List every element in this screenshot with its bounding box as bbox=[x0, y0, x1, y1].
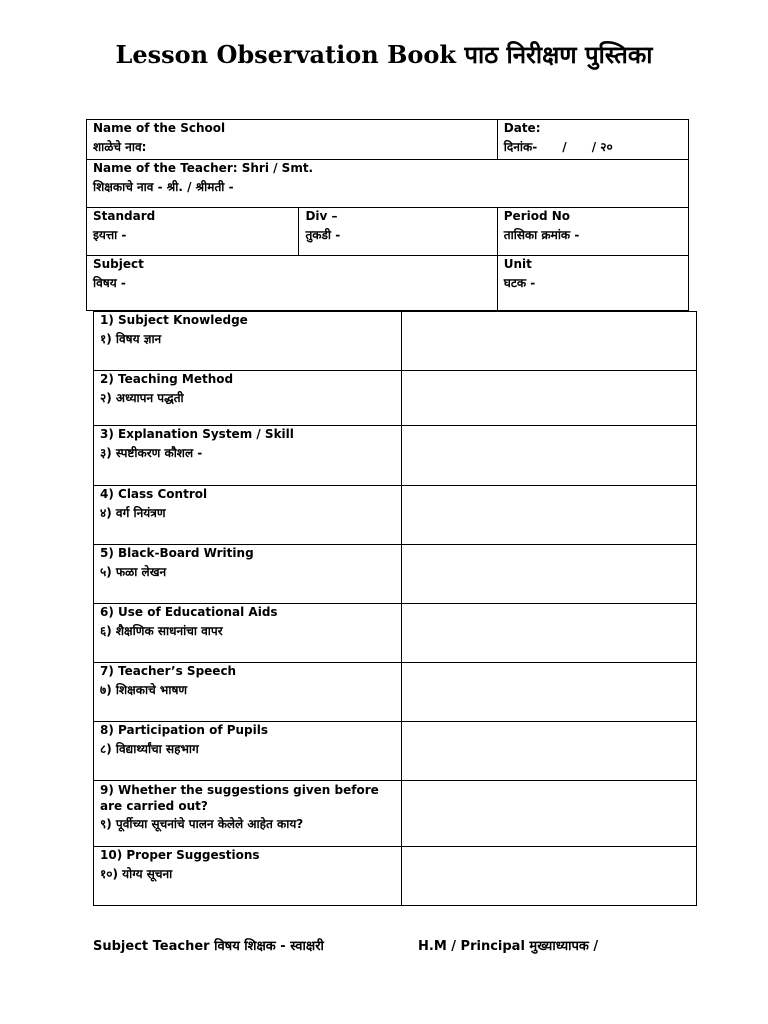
criterion-value-cell[interactable] bbox=[402, 604, 697, 663]
criterion-label-cell bbox=[94, 722, 402, 781]
criterion-label-cell bbox=[94, 663, 402, 722]
criterion-sub: ७) शिक्षकाचे भाषण bbox=[100, 683, 188, 697]
date-cell[interactable] bbox=[497, 120, 688, 160]
unit-sub: घटक - bbox=[503, 276, 536, 290]
standard-sub: इयत्ता - bbox=[93, 228, 127, 242]
criterion-label: 6) Use of Educational Aids bbox=[100, 605, 278, 619]
teacher-cell[interactable] bbox=[87, 160, 689, 208]
criterion-sub: ९) पूर्वीच्या सूचनांचे पालन केलेले आहेत काय? bbox=[100, 817, 304, 831]
div-label: Div – bbox=[305, 209, 338, 223]
criteria-row bbox=[94, 486, 697, 545]
criterion-value-cell[interactable] bbox=[402, 781, 697, 847]
criterion-sub: ३) स्पष्टीकरण कौशल - bbox=[100, 446, 203, 460]
unit-cell[interactable] bbox=[497, 256, 688, 311]
criterion-label: 1) Subject Knowledge bbox=[100, 313, 248, 327]
school-sub: शाळेचे नाव: bbox=[93, 140, 147, 154]
criterion-label: 10) Proper Suggestions bbox=[100, 848, 260, 862]
criteria-row bbox=[94, 722, 697, 781]
criterion-sub: ६) शैक्षणिक साधनांचा वापर bbox=[100, 624, 223, 638]
criteria-row bbox=[94, 604, 697, 663]
div-cell[interactable] bbox=[299, 208, 497, 256]
criterion-label-cell bbox=[94, 426, 402, 486]
teacher-label: Name of the Teacher: Shri / Smt. bbox=[93, 161, 314, 175]
date-label: Date: bbox=[503, 121, 541, 135]
criterion-value-cell[interactable] bbox=[402, 545, 697, 604]
standard-cell[interactable] bbox=[87, 208, 299, 256]
criteria-row bbox=[94, 312, 697, 371]
criteria-table bbox=[93, 311, 697, 906]
criteria-row bbox=[94, 426, 697, 486]
unit-label: Unit bbox=[503, 257, 532, 271]
criteria-row bbox=[94, 847, 697, 906]
criterion-value-cell[interactable] bbox=[402, 847, 697, 906]
criteria-row bbox=[94, 781, 697, 847]
criterion-sub: १) विषय ज्ञान bbox=[100, 332, 162, 346]
criterion-label: 2) Teaching Method bbox=[100, 372, 234, 386]
period-sub: तासिका क्रमांक - bbox=[503, 228, 580, 242]
criteria-row bbox=[94, 371, 697, 426]
criterion-label-cell bbox=[94, 847, 402, 906]
page-title: Lesson Observation Book पाठ निरीक्षण पुस्तिका bbox=[115, 40, 653, 69]
subject-cell[interactable] bbox=[87, 256, 498, 311]
principal-signature: H.M / Principal मुख्याध्यापक / bbox=[418, 939, 599, 954]
standard-label: Standard bbox=[93, 209, 156, 223]
criterion-value-cell[interactable] bbox=[402, 722, 697, 781]
criterion-value-cell[interactable] bbox=[402, 663, 697, 722]
subject-teacher-signature: Subject Teacher विषय शिक्षक - स्वाक्षरी bbox=[93, 939, 324, 954]
school-cell[interactable] bbox=[87, 120, 498, 160]
div-sub: तुकडी - bbox=[305, 228, 341, 242]
criterion-label-cell bbox=[94, 545, 402, 604]
teacher-sub: शिक्षकाचे नाव - श्री. / श्रीमती - bbox=[93, 180, 234, 194]
criterion-label: 3) Explanation System / Skill bbox=[100, 427, 294, 441]
criterion-sub: १०) योग्य सूचना bbox=[100, 867, 173, 881]
criterion-sub: ५) फळा लेखन bbox=[100, 565, 167, 579]
criterion-value-cell[interactable] bbox=[402, 486, 697, 545]
criterion-label-cell bbox=[94, 371, 402, 426]
criterion-sub: ८) विद्यार्थ्यांचा सहभाग bbox=[100, 742, 199, 756]
criterion-label: 9) Whether the suggestions given before are carried out? bbox=[100, 783, 379, 813]
period-cell[interactable] bbox=[497, 208, 688, 256]
criterion-value-cell[interactable] bbox=[402, 312, 697, 371]
subject-label: Subject bbox=[93, 257, 144, 271]
criterion-sub: २) अध्यापन पद्धती bbox=[100, 391, 184, 405]
period-label: Period No bbox=[503, 209, 571, 223]
criteria-row bbox=[94, 545, 697, 604]
criterion-label-cell bbox=[94, 312, 402, 371]
criteria-row bbox=[94, 663, 697, 722]
info-table bbox=[86, 119, 689, 311]
criterion-label: 8) Participation of Pupils bbox=[100, 723, 269, 737]
school-label: Name of the School bbox=[93, 121, 226, 135]
criterion-value-cell[interactable] bbox=[402, 371, 697, 426]
criterion-sub: ४) वर्ग नियंत्रण bbox=[100, 506, 166, 520]
criterion-label-cell bbox=[94, 486, 402, 545]
criterion-label-cell bbox=[94, 781, 402, 847]
criterion-value-cell[interactable] bbox=[402, 426, 697, 486]
criterion-label-cell bbox=[94, 604, 402, 663]
subject-sub: विषय - bbox=[93, 276, 126, 290]
criterion-label: 4) Class Control bbox=[100, 487, 208, 501]
date-sub: दिनांक- / / २० bbox=[503, 140, 613, 154]
criterion-label: 7) Teacher’s Speech bbox=[100, 664, 237, 678]
criterion-label: 5) Black-Board Writing bbox=[100, 546, 254, 560]
